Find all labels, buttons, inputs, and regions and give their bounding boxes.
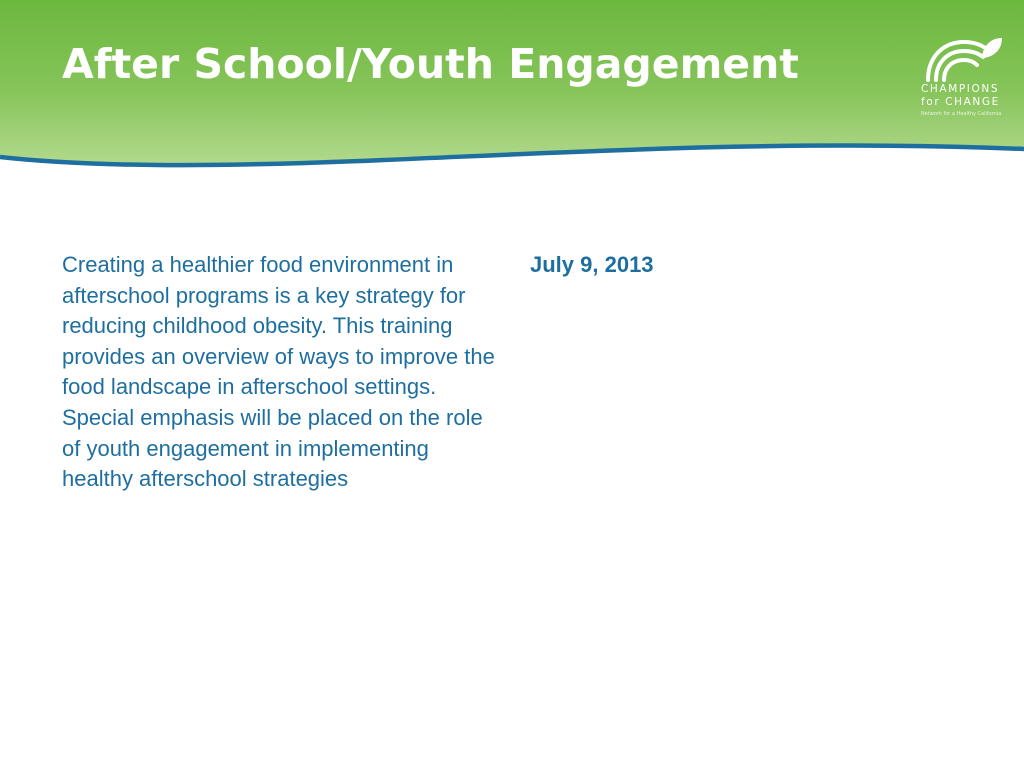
champions-for-change-logo (918, 30, 1014, 122)
date-label: July 9, 2013 (530, 252, 654, 277)
logo-text-for-change: for CHANGE (921, 96, 1000, 108)
body-paragraph: Creating a healthier food environment in afterschool programs is a key strategy for reducing childhood obesity. This training provides an overview of ways to improve the food landscape in afterschool settings. Special emphasis will be placed on the role of youth engagement in implementing healthy afterschool strategies (62, 252, 495, 492)
slide-title: After School/Youth Engagement (62, 40, 799, 88)
logo-text-champions: CHAMPIONS (921, 83, 1000, 95)
rainbow-leaf-icon (922, 34, 1004, 84)
logo-tagline: Network for a Healthy California (921, 111, 1002, 117)
